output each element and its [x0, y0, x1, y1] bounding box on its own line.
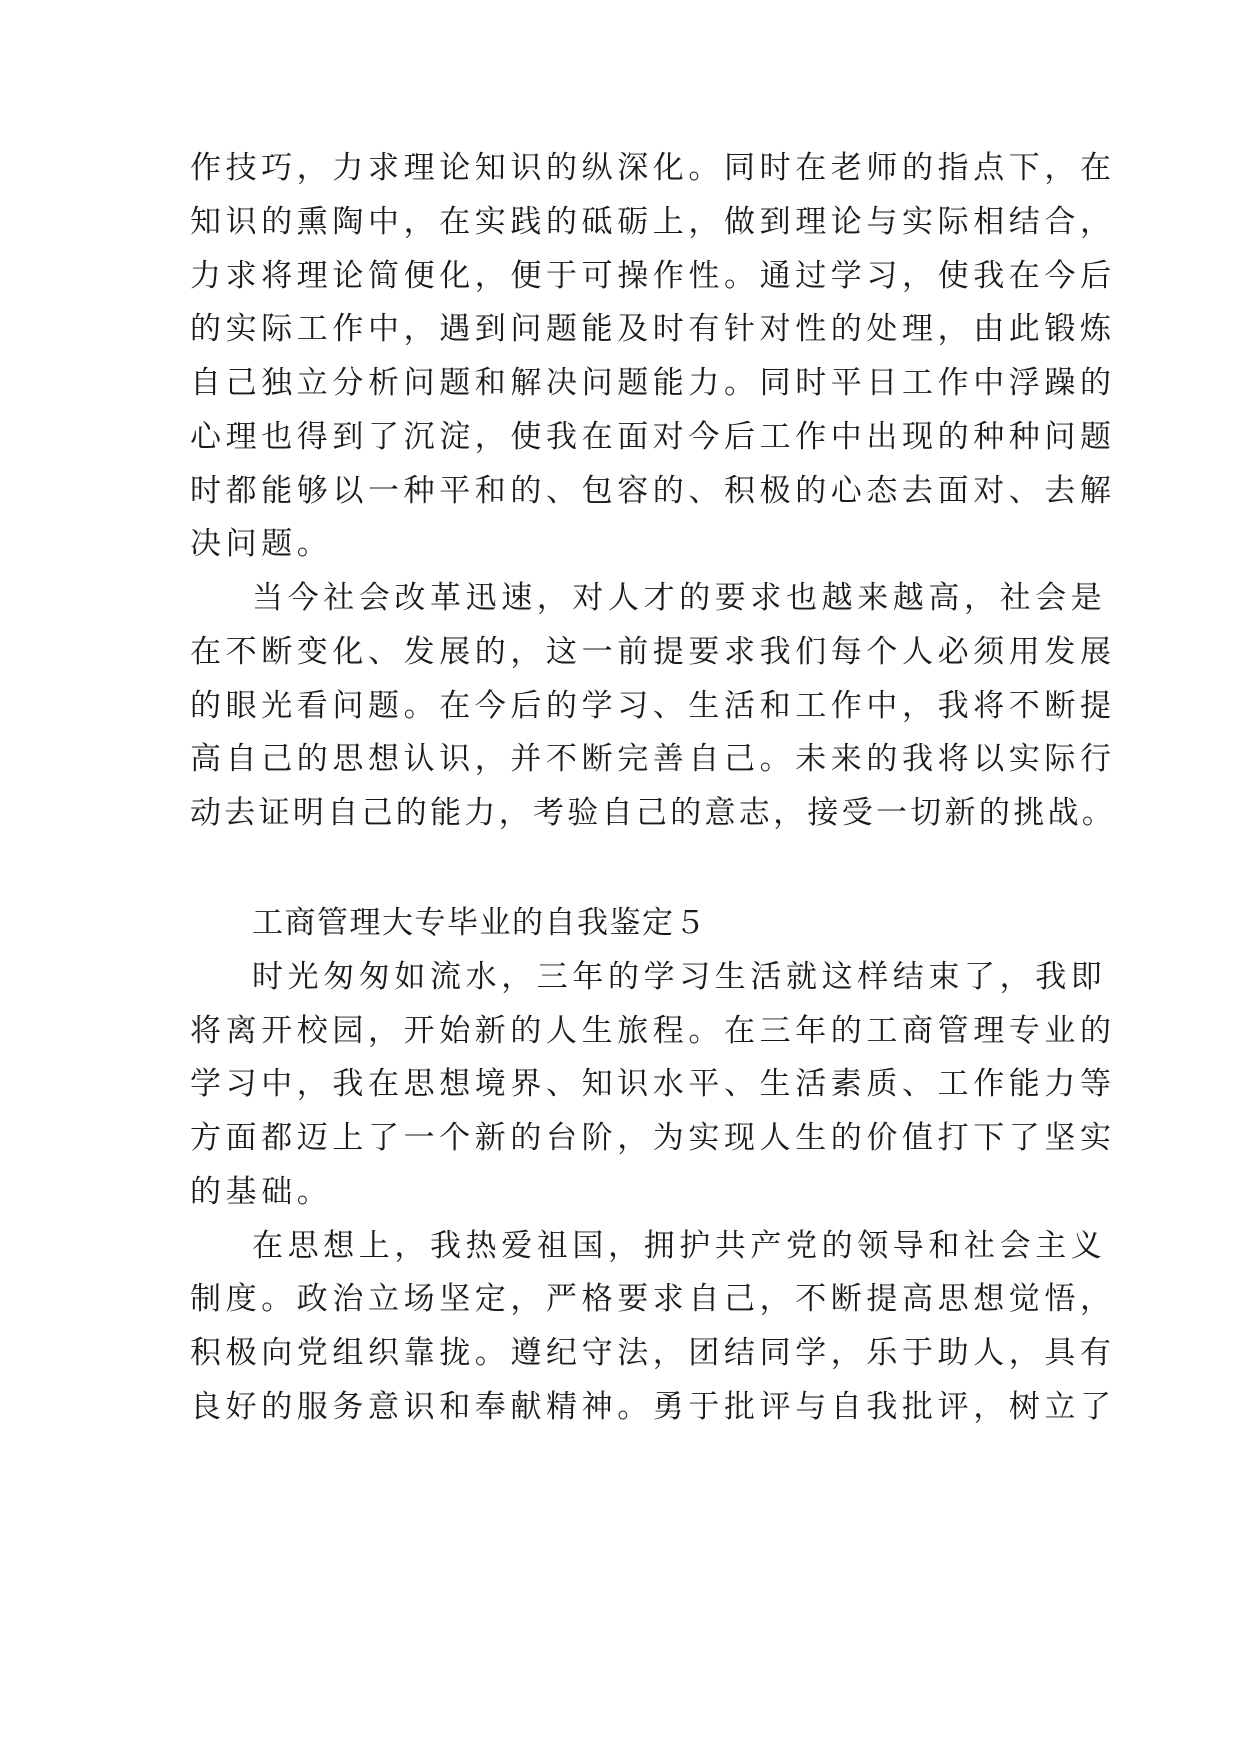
- text-line: 力求将理论简便化，便于可操作性。通过学习，使我在今后: [190, 258, 1116, 294]
- text-line: 心理也得到了沉淀，使我在面对今后工作中出现的种种问题: [190, 419, 1116, 455]
- text-line: 自己独立分析问题和解决问题能力。同时平日工作中浮躁的: [190, 365, 1116, 401]
- text-line: 时光匆匆如流水，三年的学习生活就这样结束了，我即: [252, 959, 1107, 995]
- text-line: 的实际工作中，遇到问题能及时有针对性的处理，由此锻炼: [190, 311, 1116, 347]
- text-line: 的基础。: [190, 1174, 333, 1210]
- text-line: 在不断变化、发展的，这一前提要求我们每个人必须用发展: [190, 634, 1116, 670]
- text-line: 时都能够以一种平和的、包容的、积极的心态去面对、去解: [190, 473, 1116, 509]
- text-line: 方面都迈上了一个新的台阶，为实现人生的价值打下了坚实: [190, 1120, 1116, 1156]
- text-line: 作技巧，力求理论知识的纵深化。同时在老师的指点下，在: [190, 150, 1116, 186]
- text-line: 知识的熏陶中，在实践的砥砺上，做到理论与实际相结合，: [190, 204, 1116, 240]
- text-line: 积极向党组织靠拢。遵纪守法，团结同学，乐于助人，具有: [190, 1335, 1116, 1371]
- text-line: 学习中，我在思想境界、知识水平、生活素质、工作能力等: [190, 1066, 1116, 1102]
- text-line: 制度。政治立场坚定，严格要求自己，不断提高思想觉悟，: [190, 1281, 1116, 1317]
- text-line: 良好的服务意识和奉献精神。勇于批评与自我批评，树立了: [190, 1389, 1116, 1425]
- text-line: 高自己的思想认识，并不断完善自己。未来的我将以实际行: [190, 741, 1116, 777]
- text-line: 决问题。: [190, 526, 333, 562]
- text-line: 当今社会改革迅速，对人才的要求也越来越高，社会是: [252, 580, 1107, 616]
- section-heading: 工商管理大专毕业的自我鉴定５: [252, 905, 707, 941]
- text-line: 的眼光看问题。在今后的学习、生活和工作中，我将不断提: [190, 688, 1116, 724]
- text-line: 动去证明自己的能力，考验自己的意志，接受一切新的挑战。: [190, 795, 1117, 831]
- text-line: 在思想上，我热爱祖国，拥护共产党的领导和社会主义: [252, 1228, 1107, 1264]
- text-line: 将离开校园，开始新的人生旅程。在三年的工商管理专业的: [190, 1013, 1116, 1049]
